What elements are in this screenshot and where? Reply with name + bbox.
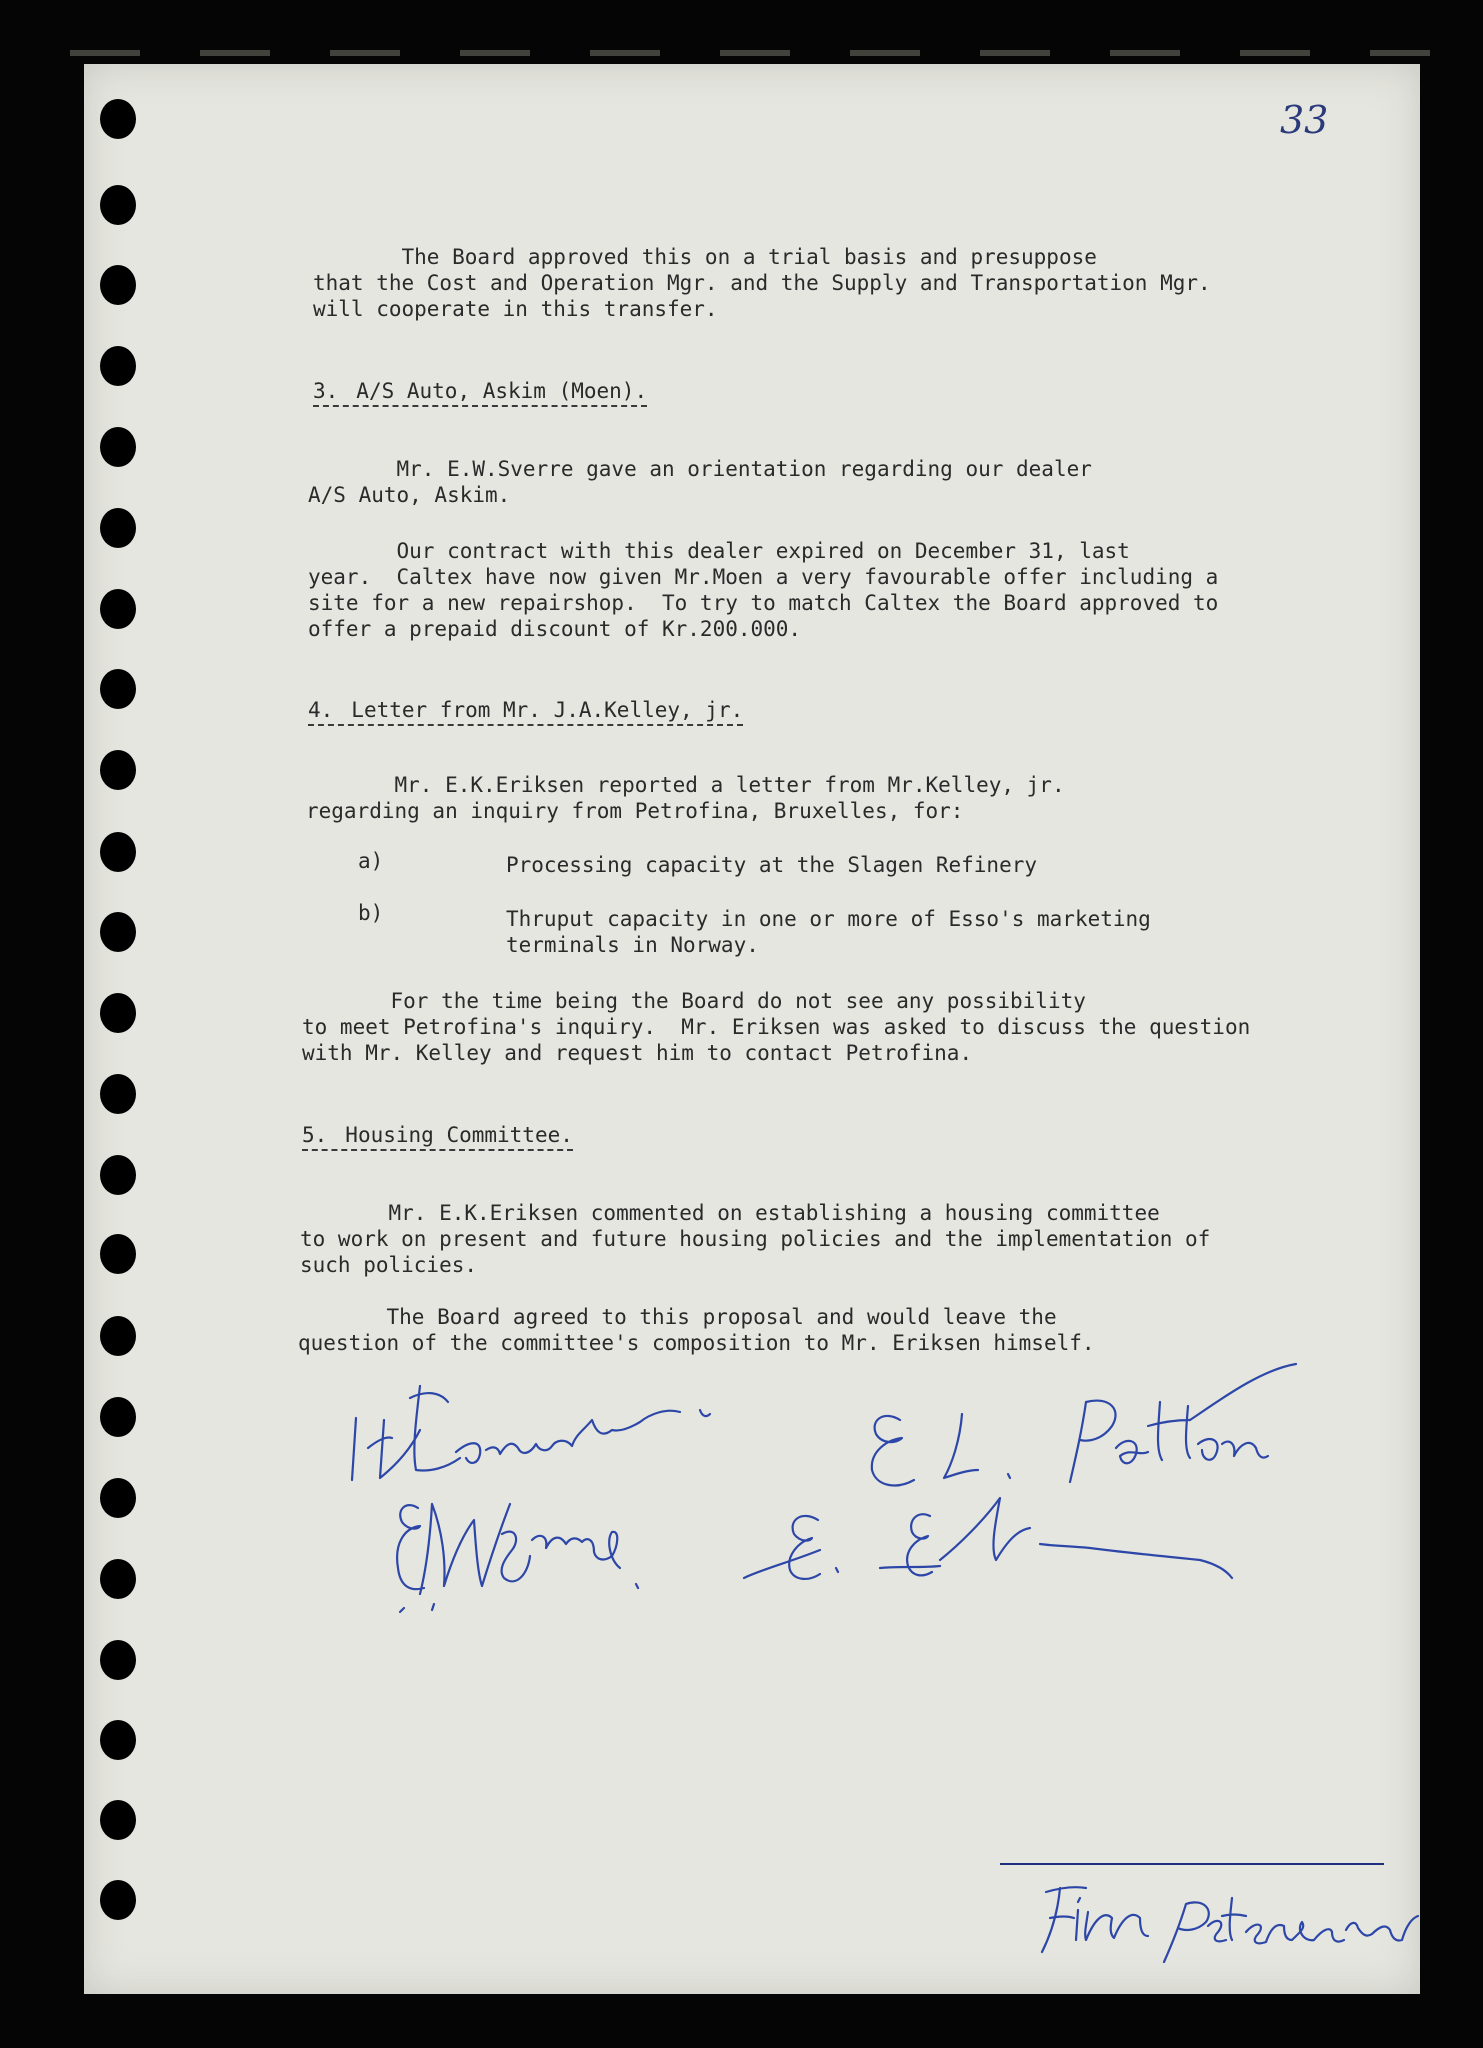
section-title: Housing Committee.: [345, 1123, 573, 1147]
punch-hole: [100, 1559, 136, 1599]
punch-hole: [100, 1155, 136, 1195]
punch-hole: [100, 1074, 136, 1114]
punch-hole: [100, 1234, 136, 1274]
punch-hole: [100, 832, 136, 872]
punch-hole: [100, 185, 136, 225]
page-number: 33: [1280, 98, 1329, 142]
section-number: 5.: [302, 1123, 328, 1147]
section-heading-5: [302, 1122, 573, 1151]
punch-hole: [100, 1316, 136, 1356]
punch-hole: [100, 1720, 136, 1760]
punch-hole: [100, 750, 136, 790]
punch-hole: [100, 427, 136, 467]
punch-hole: [100, 99, 136, 139]
film-edge-strip: [70, 50, 1430, 56]
punch-hole: [100, 265, 136, 305]
list-item-text: Processing capacity at the Slagen Refinery: [506, 853, 1038, 877]
paragraph-trial-basis: The Board approved this on a trial basis and presuppose that the Cost and Operation Mgr. and the Supply and Transportation Mgr. will cooperate in this transfer.: [313, 245, 1211, 321]
paragraph-petrofina: For the time being the Board do not see any possibility to meet Petrofina's inquiry. Mr. Eriksen was asked to discuss the question with Mr. Kelley and request him to contact Petrofina.: [302, 989, 1251, 1065]
paragraph-sverre-orientation: Mr. E.W.Sverre gave an orientation regarding our dealer A/S Auto, Askim.: [308, 457, 1092, 507]
punch-hole: [100, 669, 136, 709]
paragraph-contract: Our contract with this dealer expired on December 31, last year. Caltex have now given Mr.Moen a very favourable offer including a site for a new repairshop. To try to match Caltex the Board approved to offer a prepaid discount of Kr.200.000.: [308, 539, 1219, 641]
section-title: Letter from Mr. J.A.Kelley, jr.: [351, 698, 744, 722]
list-marker: a): [358, 849, 384, 873]
list-marker: b): [358, 901, 384, 925]
section-number: 3.: [313, 379, 339, 403]
punch-hole: [100, 1800, 136, 1840]
paragraph-board-agreed: The Board agreed to this proposal and would leave the question of the committee's composition to Mr. Eriksen himself.: [298, 1305, 1095, 1355]
punch-hole: [100, 993, 136, 1033]
section-number: 4.: [308, 698, 334, 722]
paragraph-housing-committee: Mr. E.K.Eriksen commented on establishing a housing committee to work on present and future housing policies and the implementation of such policies.: [300, 1201, 1211, 1277]
section-title: A/S Auto, Askim (Moen).: [356, 379, 648, 403]
punch-hole: [100, 1397, 136, 1437]
paragraph-kelley-letter: Mr. E.K.Eriksen reported a letter from Mr.Kelley, jr. regarding an inquiry from Petrofina, Bruxelles, for:: [306, 773, 1065, 823]
section-heading-3: [313, 378, 647, 407]
punch-hole: [100, 912, 136, 952]
punch-hole: [100, 1640, 136, 1680]
punch-hole: [100, 346, 136, 386]
punch-hole: [100, 1880, 136, 1920]
punch-hole: [100, 1478, 136, 1518]
signature-line: [1000, 1863, 1384, 1865]
punch-hole: [100, 508, 136, 548]
punch-hole: [100, 589, 136, 629]
section-heading-4: [308, 697, 743, 726]
list-item-text: Thruput capacity in one or more of Esso's marketing terminals in Norway.: [506, 907, 1151, 957]
